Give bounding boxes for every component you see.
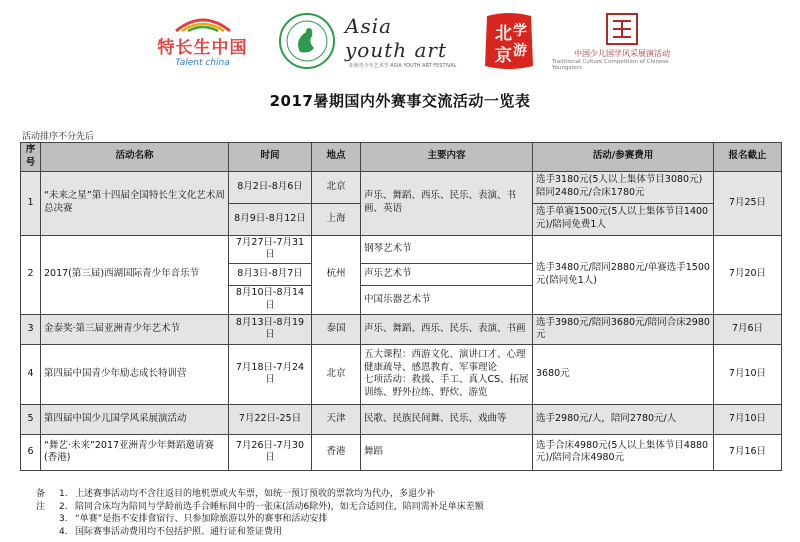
row-fee: 选手合床4980元(5人以上集体节目4880元)/陪同合床4980元 bbox=[533, 434, 714, 470]
table-row bbox=[21, 171, 782, 203]
row-place: 杭州 bbox=[312, 235, 361, 314]
row-no: 3 bbox=[21, 314, 41, 344]
row-no: 4 bbox=[21, 344, 41, 404]
asia-youth-art-title: Asia youth art bbox=[345, 13, 448, 62]
row-deadline: 7月16日 bbox=[714, 434, 782, 470]
note-number: 1. bbox=[59, 489, 68, 499]
row-time: 8月3日-8月7日 bbox=[229, 264, 312, 286]
row-time: 7月26日-7月30日 bbox=[229, 434, 312, 470]
sort-note: 活动排序不分先后 bbox=[22, 132, 95, 142]
round-seal-icon bbox=[278, 12, 336, 70]
page-title: 2017暑期国内外赛事交流活动一览表 bbox=[269, 92, 531, 110]
row-time: 8月9日-8月12日 bbox=[229, 203, 312, 235]
culture-competition-cn: 中国少儿国学风采展演活动 bbox=[574, 48, 670, 58]
row-deadline: 7月20日 bbox=[714, 235, 782, 314]
row-place: 香港 bbox=[312, 434, 361, 470]
row-content: 声乐、舞蹈、西乐、民乐、表演、书画、英语 bbox=[361, 171, 533, 235]
asia-youth-art-sub: 亚洲青少年艺术节 ASIA YOUTH ART FESTIVAL bbox=[348, 62, 457, 69]
row-time: 8月13日-8月19日 bbox=[229, 314, 312, 344]
seal-mark-icon bbox=[605, 12, 639, 46]
row-fee: 选手2980元/人，陪同2780元/人 bbox=[533, 404, 714, 434]
row-deadline: 7月10日 bbox=[714, 344, 782, 404]
table-row bbox=[21, 344, 782, 404]
note-item bbox=[59, 488, 779, 501]
row-name: “未来之星”第十四届全国特长生文化艺术周总决赛 bbox=[41, 171, 229, 235]
stamp-char-3: 学 bbox=[513, 23, 527, 39]
note-text: 上述赛事活动均不含往返目的地机票或火车票，如统一预订预收的票款均为代办，多退少补 bbox=[75, 489, 436, 499]
row-place: 北京 bbox=[312, 344, 361, 404]
notes-list bbox=[59, 488, 779, 538]
table-header-row bbox=[21, 143, 782, 172]
row-place: 泰国 bbox=[312, 314, 361, 344]
row-name: 金泰奖·第三届亚洲青少年艺术节 bbox=[41, 314, 229, 344]
note-number: 3. bbox=[59, 514, 68, 524]
culture-competition-logo bbox=[552, 8, 692, 74]
row-time: 8月2日-8月6日 bbox=[229, 171, 312, 203]
note-text: 陪同合床均为陪同与学龄前选手合睡标间中的一张床(活动6除外)，如无合适同住，陪同需补足单床差额 bbox=[75, 501, 484, 512]
row-fee: 选手3980元/陪同3680元/陪同合床2980元 bbox=[533, 314, 714, 344]
note-number: 4. bbox=[59, 526, 68, 537]
row-no: 5 bbox=[21, 404, 41, 434]
row-time: 7月27日-7月31日 bbox=[229, 235, 312, 264]
seal-logo bbox=[272, 8, 342, 74]
row-no: 6 bbox=[21, 434, 41, 470]
row-content: 民歌、民族民间舞、民乐、戏曲等 bbox=[361, 404, 533, 434]
talent-china-logo bbox=[150, 8, 255, 74]
logo-strip bbox=[0, 0, 800, 82]
header-name: 活动名称 bbox=[41, 143, 229, 172]
note-item bbox=[59, 501, 779, 514]
row-deadline: 7月25日 bbox=[714, 171, 782, 235]
row-fee: 选手单赛1500元(5人以上集体节目1400元)/陪同免费1人 bbox=[533, 203, 714, 235]
beijing-study-logo bbox=[478, 8, 540, 74]
talent-china-cn: 特长生中国 bbox=[157, 37, 248, 58]
talent-china-en: Talent china bbox=[175, 57, 230, 68]
row-content: 五大课程：西游文化、演讲口才、心理健康疏导、感恩教育、军事理论 七项活动：救援、手工、真人CS、拓展训练、野外拉练、野炊、游览 bbox=[361, 344, 533, 404]
note-item bbox=[59, 526, 779, 539]
stamp-char-2: 京 bbox=[495, 46, 512, 66]
table-row bbox=[21, 404, 782, 434]
note-item bbox=[59, 513, 779, 526]
row-content: 中国乐器艺术节 bbox=[361, 286, 533, 315]
row-name: 第四届中国青少年励志成长特训营 bbox=[41, 344, 229, 404]
row-content: 声乐、舞蹈、西乐、民乐、表演、书画 bbox=[361, 314, 533, 344]
row-no: 1 bbox=[21, 171, 41, 235]
note-text: “单赛”是指不安排食宿行、只参加除旅游以外的赛事和活动安排 bbox=[75, 514, 328, 524]
row-content: 声乐艺术节 bbox=[361, 264, 533, 286]
row-time: 8月10日-8月14日 bbox=[229, 286, 312, 315]
row-name: 第四届中国少儿国学风采展演活动 bbox=[41, 404, 229, 434]
header-place: 地点 bbox=[312, 143, 361, 172]
note-text: 国际赛事活动费用均不包括护照、通行证和签证费用 bbox=[75, 526, 283, 537]
events-table bbox=[20, 142, 782, 471]
row-fee: 选手3180元(5人以上集体节目3080元)陪同2480元/合床1780元 bbox=[533, 171, 714, 203]
header-time: 时间 bbox=[229, 143, 312, 172]
header-deadline: 报名截止 bbox=[714, 143, 782, 172]
note-number: 2. bbox=[59, 501, 68, 512]
row-time: 7月18日-7月24日 bbox=[229, 344, 312, 404]
row-time: 7月22日-25日 bbox=[229, 404, 312, 434]
row-place: 天津 bbox=[312, 404, 361, 434]
arc-icon bbox=[168, 15, 238, 33]
row-deadline: 7月10日 bbox=[714, 404, 782, 434]
table-row bbox=[21, 314, 782, 344]
row-no: 2 bbox=[21, 235, 41, 314]
culture-competition-en: Traditional Culture Competition of Chinese Youngsters bbox=[552, 58, 669, 71]
red-stamp-icon bbox=[481, 10, 537, 72]
row-content: 钢琴艺术节 bbox=[361, 235, 533, 264]
row-fee: 3680元 bbox=[533, 344, 714, 404]
row-fee: 选手3480元/陪同2880元/单赛选手1500元(陪同免1人) bbox=[533, 235, 714, 314]
table-row bbox=[21, 235, 782, 264]
row-place: 北京 bbox=[312, 171, 361, 203]
row-place: 上海 bbox=[312, 203, 361, 235]
row-name: 2017(第三届)西湖国际青少年音乐节 bbox=[41, 235, 229, 314]
table-row bbox=[21, 434, 782, 470]
row-name: “舞艺·未来”2017亚洲青少年舞蹈邀请赛(香港) bbox=[41, 434, 229, 470]
row-deadline: 7月6日 bbox=[714, 314, 782, 344]
header-content: 主要内容 bbox=[361, 143, 533, 172]
asia-youth-art-logo bbox=[345, 8, 460, 74]
row-content: 舞蹈 bbox=[361, 434, 533, 470]
stamp-char-4: 游 bbox=[513, 43, 527, 59]
header-fee: 活动/参赛费用 bbox=[533, 143, 714, 172]
header-no: 序号 bbox=[21, 143, 41, 172]
stamp-char-1: 北 bbox=[495, 24, 512, 44]
notes-label: 备注 bbox=[36, 489, 46, 512]
